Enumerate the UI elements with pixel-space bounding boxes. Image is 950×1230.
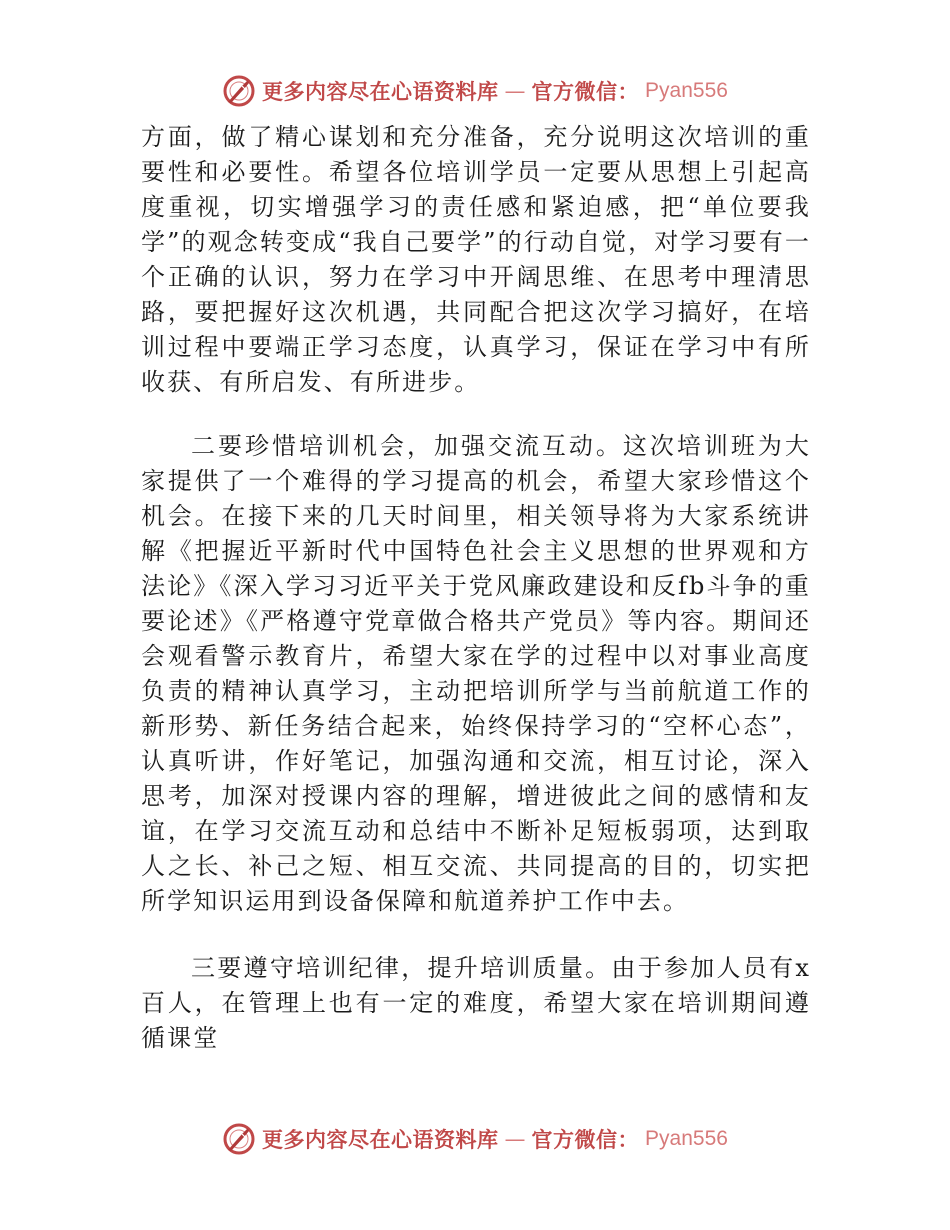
header-banner	[0, 71, 950, 111]
header-contact-id: Pyan556	[645, 79, 728, 102]
header-contact-label: 官方微信：	[531, 80, 640, 104]
footer-separator: —	[504, 1127, 526, 1151]
footer-contact-label: 官方微信：	[531, 1128, 640, 1152]
body-paragraph: 二要珍惜培训机会，加强交流互动。这次培训班为大家提供了一个难得的学习提高的机会，希望大家珍惜这个机会。在接下来的几天时间里，相关领导将为大家系统讲解《把握近平新时代中国特色社会主义思想的世界观和方法论》《深入学习习近平关于党风廉政建设和反fb斗争的重要论述》《严格遵守党章做合格共产党员》等内容。期间还会观看警示教育片，希望大家在学的过程中以对事业高度负责的精神认真学习，主动把培训所学与当前航道工作的新形势、新任务结合起来，始终保持学习的“空杯心态”，认真听讲，作好笔记，加强沟通和交流，相互讨论，深入思考，加深对授课内容的理解，增进彼此之间的感情和友谊，在学习交流互动和总结中不断补足短板弱项，达到取人之长、补己之短、相互交流、共同提高的目的，切实把所学知识运用到设备保障和航道养护工作中去。	[141, 432, 811, 915]
footer-contact-id: Pyan556	[645, 1127, 728, 1150]
quill-pen-icon	[222, 1122, 256, 1156]
body-paragraph: 方面，做了精心谋划和充分准备，充分说明这次培训的重要性和必要性。希望各位培训学员一定要从思想上引起高度重视，切实增强学习的责任感和紧迫感，把“单位要我学”的观念转变成“我自己要学”的行动自觉，对学习要有一个正确的认识，努力在学习中开阔思维、在思考中理清思路，要把握好这次机遇，共同配合把这次学习搞好，在培训过程中要端正学习态度，认真学习，保证在学习中有所收获、有所启发、有所进步。	[141, 123, 811, 396]
quill-pen-icon	[222, 74, 256, 108]
document-body	[141, 120, 811, 1056]
footer-banner-text: 更多内容尽在心语资料库	[262, 1128, 499, 1152]
header-banner-text: 更多内容尽在心语资料库	[262, 80, 499, 104]
header-separator: —	[504, 79, 526, 103]
header-banner-inner	[222, 74, 728, 108]
footer-banner	[0, 1119, 950, 1159]
body-paragraph: 三要遵守培训纪律，提升培训质量。由于参加人员有x百人，在管理上也有一定的难度，希望大家在培训期间遵循课堂	[141, 954, 811, 1052]
footer-banner-inner	[222, 1122, 728, 1156]
